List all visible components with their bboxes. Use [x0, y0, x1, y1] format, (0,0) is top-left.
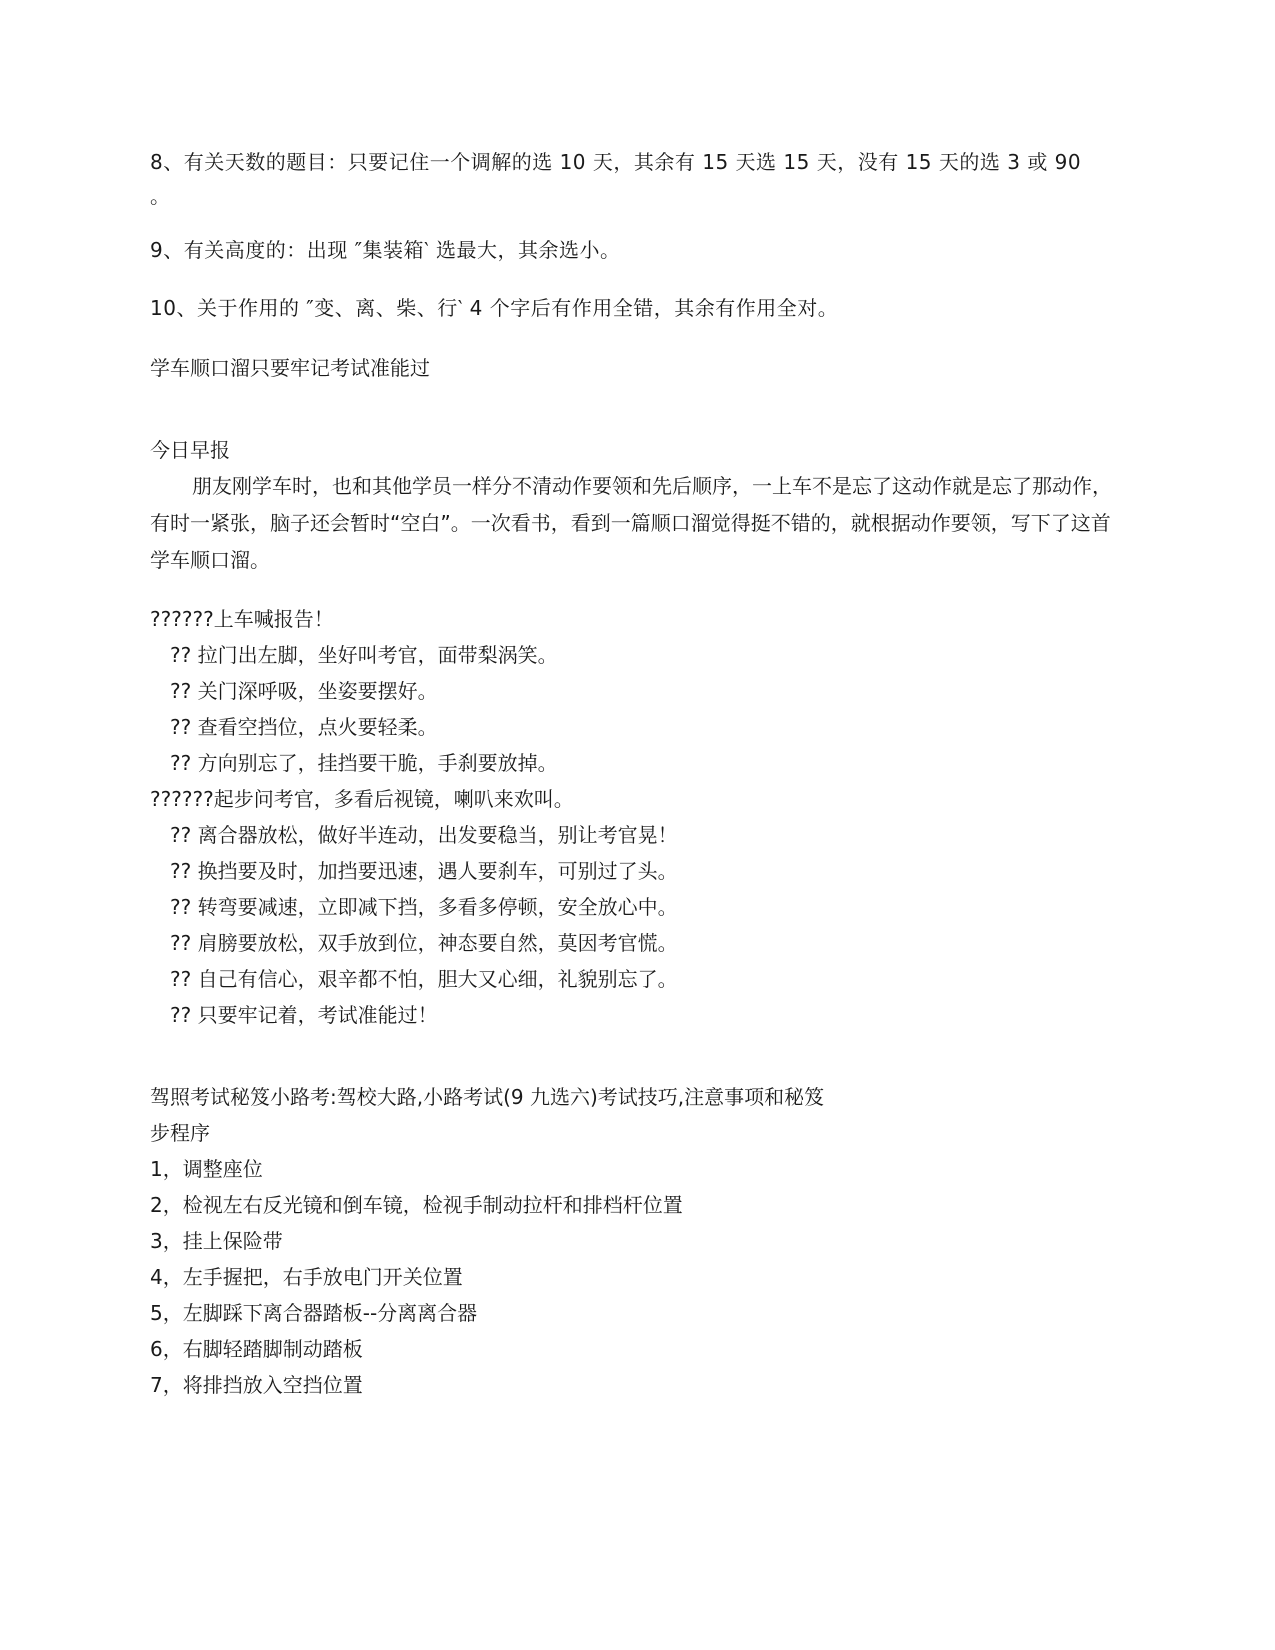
- tip-8-continuation: 。: [150, 184, 170, 208]
- step-item: 4，左手握把，右手放电门开关位置: [150, 1265, 463, 1289]
- intro-paragraph: 朋友刚学车时，也和其他学员一样分不清动作要领和先后顺序，一上车不是忘了这动作就是忘了那动作，有时一紧张，脑子还会暂时“空白”。一次看书，看到一篇顺口溜觉得挺不错的，就根据动作要领，写下了这首学车顺口溜。: [150, 474, 1112, 572]
- step-item: 5，左脚踩下离合器踏板--分离离合器: [150, 1301, 478, 1325]
- tip-8: 8、有关天数的题目：只要记住一个调解的选 10 天，其余有 15 天选 15 天，没有 15 天的选 3 或 90: [150, 150, 1082, 174]
- poem-line: ?? 离合器放松，做好半连动，出发要稳当，别让考官晃！: [170, 823, 678, 847]
- poem-line: ?? 拉门出左脚，坐好叫考官，面带梨涡笑。: [170, 643, 558, 667]
- poem-line: ?? 肩膀要放松，双手放到位，神态要自然，莫因考官慌。: [170, 931, 678, 955]
- poem-line: ??????上车喊报告！: [150, 607, 334, 631]
- poem-line: ??????起步问考官，多看后视镜，喇叭来欢叫。: [150, 787, 574, 811]
- poem-line: ?? 查看空挡位，点火要轻柔。: [170, 715, 438, 739]
- poem-line: ?? 只要牢记着，考试准能过！: [170, 1003, 438, 1027]
- poem-line: ?? 自己有信心，艰辛都不怕，胆大又心细，礼貌别忘了。: [170, 967, 678, 991]
- poem-line: ?? 方向别忘了，挂挡要干脆，手刹要放掉。: [170, 751, 558, 775]
- step-item: 3，挂上保险带: [150, 1229, 283, 1253]
- poem-line: ?? 关门深呼吸，坐姿要摆好。: [170, 679, 438, 703]
- morning-news-heading: 今日早报: [150, 438, 230, 462]
- poem-line: ?? 换挡要及时，加挡要迅速，遇人要刹车，可别过了头。: [170, 859, 678, 883]
- exam-title: 驾照考试秘笈小路考:驾校大路,小路考试(9 九选六)考试技巧,注意事项和秘笈: [150, 1085, 825, 1109]
- step-item: 1，调整座位: [150, 1157, 263, 1181]
- section-title: 学车顺口溜只要牢记考试准能过: [150, 356, 430, 380]
- step-item: 7，将排挡放入空挡位置: [150, 1373, 363, 1397]
- steps-title: 步程序: [150, 1121, 210, 1145]
- tip-10: 10、关于作用的 ″变、离、柴、行‵ 4 个字后有作用全错，其余有作用全对。: [150, 296, 839, 320]
- step-item: 2，检视左右反光镜和倒车镜，检视手制动拉杆和排档杆位置: [150, 1193, 683, 1217]
- step-item: 6，右脚轻踏脚制动踏板: [150, 1337, 363, 1361]
- tip-9: 9、有关高度的：出现 ″集装箱‵ 选最大，其余选小。: [150, 238, 621, 262]
- poem-line: ?? 转弯要减速，立即减下挡，多看多停顿，安全放心中。: [170, 895, 678, 919]
